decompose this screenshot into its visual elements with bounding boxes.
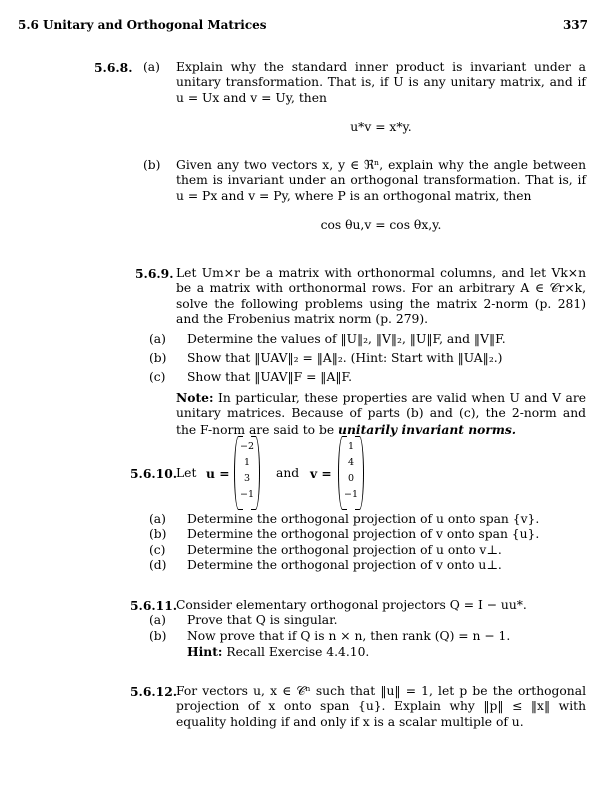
- running-header: [18, 18, 588, 34]
- part-d: (d) Determine the orthogonal projection of v onto u⊥.: [149, 558, 502, 573]
- equation-cosine: cos θu,v = cos θx,y.: [320, 218, 442, 233]
- v-label: v =: [310, 466, 332, 481]
- exercise-5-6-11: [130, 598, 586, 661]
- part-b: (b) Show that ‖UAV‖₂ = ‖A‖₂. (Hint: Start with ‖UA‖₂.): [149, 351, 503, 366]
- exercise-intro: Let Um×r be a matrix with orthonormal columns, and let Vk×n be a matrix with orthonormal rows. For an arbitrary A ∈ 𝒞r×k, solve the following problems using the matrix 2-norm (p. 281) and the Frobenius matrix norm (p. 279).: [176, 266, 586, 327]
- part-b: (b) Determine the orthogonal projection of v onto span {u}.: [149, 527, 540, 542]
- part-b: (b) Now prove that if Q is n × n, then rank (Q) = n − 1.: [149, 628, 511, 643]
- note-term: unitarily invariant norms.: [338, 421, 517, 437]
- section-title: 5.6 Unitary and Orthogonal Matrices: [18, 18, 267, 32]
- part-b-text: Given any two vectors x, y ∈ ℜⁿ, explain why the angle between them is invariant under an orthogonal transformation. That is, if u = Px and v = Py, where P is an orthogonal matrix, then: [176, 158, 586, 203]
- exercise-5-6-12: [130, 684, 586, 730]
- exercise-5-6-10-parts: [149, 512, 586, 574]
- exercise-number: 5.6.9.: [135, 266, 174, 281]
- exercise-5-6-8-part-b: [143, 158, 586, 234]
- part-label: (a): [143, 60, 160, 74]
- vector-v: 1 4 0 −1: [338, 436, 364, 508]
- note-text: In particular, these properties are valid when U and V are unitary matrices. Because of parts (b) and (c), the 2-norm and the F-norm are said to be: [176, 390, 586, 437]
- equation-inner-product: u*v = x*y.: [350, 120, 412, 135]
- hint: [176, 644, 586, 660]
- page-number: 337: [562, 18, 588, 32]
- hint-text: Recall Exercise 4.4.10.: [226, 645, 370, 660]
- exercise-5-6-10: 5.6.10. Let u = −2 1 3 −1 and v = 1 4 0 −1: [130, 436, 586, 516]
- exercise-text: For vectors u, x ∈ 𝒞ⁿ such that ‖u‖ = 1, let p be the orthogonal projection of x onto span {u}. Explain why ‖p‖ ≤ ‖x‖ with equality holding if and only if x is a scalar multiple of u.: [176, 684, 586, 729]
- exercise-number: 5.6.10.: [130, 466, 178, 481]
- note: [176, 390, 586, 438]
- exercise-5-6-9: [135, 266, 586, 438]
- part-a: (a) Determine the values of ‖U‖₂, ‖V‖₂, ‖U‖F, and ‖V‖F.: [149, 331, 506, 346]
- exercise-intro: Consider elementary orthogonal projectors Q = I − uu*.: [176, 598, 527, 612]
- exercise-number: 5.6.8.: [94, 60, 133, 75]
- hint-label: Hint:: [187, 644, 223, 660]
- exercise-5-6-8-part-a: [143, 60, 586, 136]
- part-a: (a) Determine the orthogonal projection of u onto span {v}.: [149, 512, 540, 526]
- part-a-text: Explain why the standard inner product is invariant under a unitary transformation. That is, if U is any unitary matrix, and if u = Ux and v = Uy, then: [176, 60, 586, 105]
- exercise-number: 5.6.12.: [130, 684, 178, 699]
- part-a: (a) Prove that Q is singular.: [149, 613, 338, 628]
- note-label: Note:: [176, 389, 214, 405]
- vector-u: −2 1 3 −1: [234, 436, 260, 508]
- part-c: (c) Show that ‖UAV‖F = ‖A‖F.: [149, 370, 353, 385]
- part-c: (c) Determine the orthogonal projection of u onto v⊥.: [149, 542, 502, 557]
- part-label: (b): [143, 158, 161, 172]
- exercise-number: 5.6.11.: [130, 598, 178, 613]
- u-label: u =: [206, 466, 230, 481]
